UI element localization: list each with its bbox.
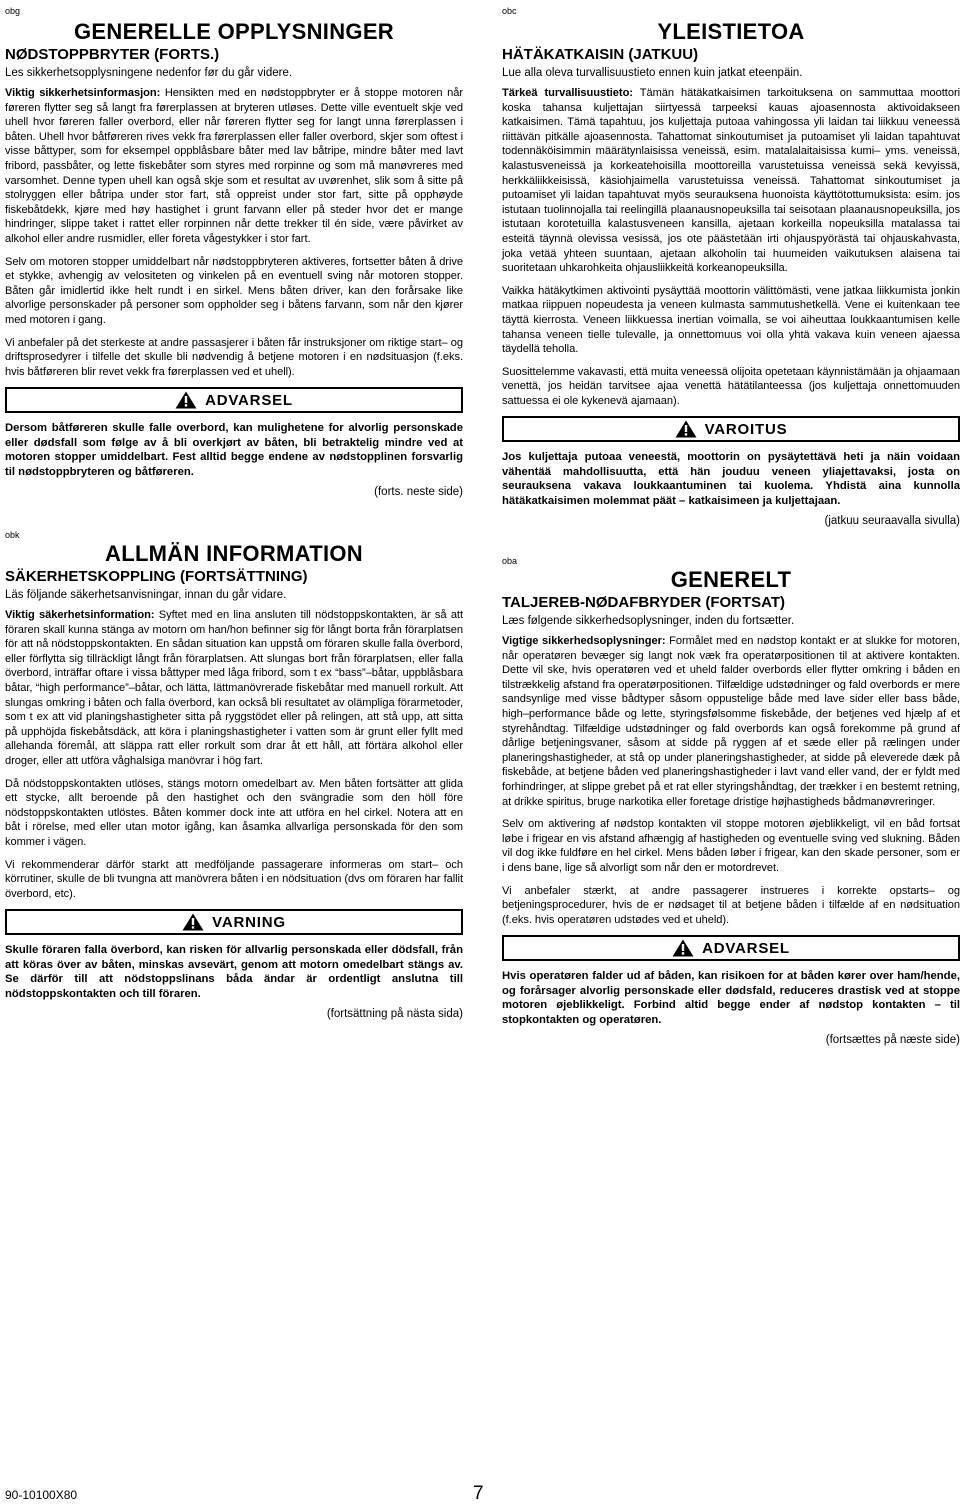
- warning-label: ADVARSEL: [205, 391, 293, 409]
- paragraph: Vaikka hätäkytkimen aktivointi pysäyttää moottorin välittömästi, vene jatkaa liikkumista jonkin matkaa riippuen nopeudesta ja veneen kulmasta sammutushetkellä. Vene ei kuitenkaan tee täyttä kierrosta. Veneen liikkuessa inertian voimalla, se voi aiheuttaa loukkaantumisen kelle tahansa veneen tielle tulevalle, ja onnettomuus voi olla yhtä vakava kuin veneen ajaessa täydellä teholla.: [502, 284, 960, 356]
- paragraph: Vi rekommenderar därför starkt att medföljande passagerare informeras om start– och körrutiner, skulle de bli tvungna att manövrera båten i en nödsituation (dvs om föraren har fallit överbord, etc).: [5, 858, 463, 900]
- continued-note: (forts. neste side): [374, 485, 463, 498]
- paragraph-lead: Viktig sikkerhetsinformasjon:: [5, 87, 161, 99]
- continued-note: (fortsättning på nästa sida): [326, 1007, 463, 1020]
- paragraph-lead: Viktig säkerhetsinformation:: [5, 609, 155, 621]
- page-number: 7: [473, 1483, 484, 1504]
- warning-box: [5, 387, 463, 413]
- paragraph-lead: Tärkeä turvallisuustieto:: [502, 87, 633, 99]
- section-intro: Les sikkerhetsopplysningene nedenfor før du går videre.: [5, 67, 293, 79]
- section-subtitle: TALJEREB-NØDAFBRYDER (FORTSAT): [502, 594, 786, 611]
- section-subtitle: HÄTÄKATKAISIN (JATKUU): [502, 46, 699, 63]
- warning-triangle-icon: [175, 391, 197, 409]
- norwegian-section: [5, 6, 463, 499]
- paragraph: [502, 634, 960, 809]
- warning-text: Jos kuljettaja putoaa veneestä, moottorin on pysäytettävä heti ja näin voidaan vähentää mahdollisuutta, että hän jouduu veneen yliajettavaksi, josta on seurauksena vakava loukkaantuminen tai kuolema. Yhdistä aina kunnolla hätäkatkaisimen molemmat päät – katkaisimeen ja kuljettajaan.: [502, 451, 960, 507]
- warning-text: Hvis operatøren falder ud af båden, kan risikoen for at båden kører over ham/hende, og forårsager alvorlig personskade eller dødsfald, reduceres drastisk ved at stoppe motoren øjeblikkeligt. Forbind altid begge ender af nødstop kontakten – til stopkontakten og operatøren.: [502, 970, 960, 1026]
- warning-triangle-icon: [675, 420, 697, 438]
- warning-triangle-icon: [182, 913, 204, 931]
- warning-triangle-icon: [672, 939, 694, 957]
- continued-note: (jatkuu seuraavalla sivulla): [824, 515, 960, 528]
- warning-label: ADVARSEL: [702, 939, 790, 957]
- section-title: ALLMÄN INFORMATION: [105, 541, 363, 566]
- paragraph-body: Formålet med en nødstop kontakt er at slukke for motoren, når operatøren bevæger sig langt nok væk fra operatørpositionen til at aktivere kontakten. Dette vil ske, hvis operatøren ved et uheld falder overbords eller flytter omkring i båden en tilstrækkelig afstand fra operatørpositionen. Tilfældige udstødninger og fald overbords er mere sandsynlige med visse bådtyper såsom oppustelige både med lave sider eller bass både, high–performance både og lette, styringsfølsomme fiskebåde, der betjenes ved hjælp af et styrehåndtag. Tilfældige udstødninger og fald overbords kan også forekomme på grund af dårlige betjeningsvaner, såsom at sidde på ryggen af et sæde eller på rælingen under planeringshastigheder, at stå op under planeringshastigheder, at sidde på eleverede dæk på fiskebåde, at betjene båden ved planeringshastigheder i lavt vand eller vand, der er fyldt med forhindringer, at slippe grebet på et rat eller styringshåndtag, der trækker i en bestemt retning, at drikke spiritus, bruge narkotika eller foretage dristige højhastigheds bådmanøvreringer.: [502, 635, 960, 808]
- paragraph: Vi anbefaler på det sterkeste at andre passasjerer i båten får instruksjoner om riktige start– og driftsprosedyrer i tilfelle det skulle bli nødvendig å betjene motoren i en nødsituasjon (f.eks. hvis båtføreren blir revet vekk fra førerplassen ved et uhell).: [5, 336, 463, 378]
- paragraph-lead: Vigtige sikkerhedsoplysninger:: [502, 635, 666, 647]
- document-number: 90-10100X80: [5, 1488, 78, 1502]
- paragraph: Då nödstoppskontakten utlöses, stängs motorn omedelbart av. Men båten fortsätter att glida ett stycke, allt beroende på den hastighet och den svängradie som den höll före nödstoppskontakten utlöstes. Båten kommer dock inte att utföra en hel cirkel. Notera att en båt i rörelse, med eller utan motor igång, kan åsamka allvarliga personskada för den som kommer i vägen.: [5, 777, 463, 848]
- section-intro: Lue alla oleva turvallisuustieto ennen kuin jatkat eteenpäin.: [502, 67, 803, 79]
- section-subtitle: NØDSTOPPBRYTER (FORTS.): [5, 46, 220, 63]
- section-code: obc: [502, 6, 517, 16]
- paragraph: Selv om aktivering af nødstop kontakten vil stoppe motoren øjeblikkeligt, vil en båd fortsat løbe i frigear en vis afstand afhængig af hastigheden og eventuelle sving ved slukning. Båden vil dog ikke fuldføre en hel cirkel. Mens båden løber i frigear, kan den skade personer, som er i dens bane, lige så alvorligt som når den er motordrevet.: [502, 818, 960, 874]
- paragraph: [5, 86, 463, 247]
- warning-label: VARNING: [212, 913, 286, 931]
- warning-box: [502, 935, 960, 961]
- paragraph: [502, 86, 960, 276]
- warning-label: VAROITUS: [704, 420, 788, 438]
- continued-note: (fortsættes på næste side): [825, 1033, 960, 1046]
- section-title: GENERELT: [670, 567, 792, 592]
- section-intro: Läs följande säkerhetsanvisningar, innan du går vidare.: [5, 589, 287, 601]
- section-intro: Læs følgende sikkerhedsoplysninger, inden du fortsætter.: [502, 615, 795, 627]
- section-code: obk: [5, 530, 20, 540]
- paragraph: Suosittelemme vakavasti, että muita veneessä olijoita opetetaan käynnistämään ja ohjaamaan venettä, jos heidän tarvitsee ajaa venettä hätätilanteessa (jos kuljettaja onnettomuuden sattuessa ei ole kykenevä ajamaan).: [502, 365, 960, 407]
- section-title: GENERELLE OPPLYSNINGER: [74, 19, 394, 44]
- paragraph: [5, 608, 463, 769]
- warning-box: [5, 909, 463, 935]
- paragraph-body: Tämän hätäkatkaisimen tarkoituksena on sammuttaa moottori koska tahansa kuljettajan siirtyessä tarpeeksi kauas ajoasennosta aktivoidakseen katkaisimen. Tämä tapahtuu, jos kuljettaja putoaa vahingossa yli laidan tai liikkuu veneessä riittävän pitkälle ajoasennosta. Tahattomat sinkoutumiset ja putoamiset yli laidan tapahtuvat todennäköisimmin määrätynlaisissa veneissä, esim. matalalaitaisissa kumi– yms. veneissä, kalastusveneissä ja korkeatehoisilla moottoreilla varustetuissa veneissä sekä kevyissä, herkkäliikkeisissä, käsiohjaimella varustetuissa veneissä. Tahattomat sinkoutumiset ja putoamiset yli laidan tapahtuvat myös seurauksena huonoista käyttötottumuksista: esim. jos istutaan tuolinnojalla tai reelingillä plaanausnopeuksilla tai seisotaan plaanausnopeuksilla, jos istutaan korotetuilla kalastusveneen kansilla, ajetaan korkeilla nopeuksilla matalassa tai esteitä täynnä olevissa vesissä, jos ote päästetään irti ohjauspyörästä tai ohjauskahvasta, joka vetää yhteen suuntaan, ajetaan alkoholin tai huumeiden vaikutuksen alaisena tai suoritetaan uhkarohkeita ohjausliikkeitä korkeanopeuksilla.: [502, 87, 960, 275]
- paragraph-body: Hensikten med en nødstoppbryter er å stoppe motoren når føreren flytter seg så langt fra førerplassen at bryteren utløses. Dette ville eventuelt skje ved uhell hvor føreren faller overbord, eller når føreren flytter seg for langt unna førerplassen i båten. Uhell hvor båtføreren rives vekk fra førerplassen eller faller overbord, skjer som oftest i visse båttyper, som for eksempel oppblåsbare båter med lav båtripe, mindre båter med lavt fribord, passbåter, og lette fiskebåter som styres med rorpinne og som må manøvreres med varsomhet. Denne typen uhell kan også skje som et resultat av uvørenhet, slik som å sitte på stolryggen eller båtripa under stor fart, stå oppreist under stor fart, sitte på opphøyde fiskebåtdekk, kjøre med høy hastighet i grunt farvann eller på steder hvor det er mange hindringer, slippe taket i rattet eller rorpinnen når dette trekker til én side, være påvirket av alkohol eller andre rusmidler, eller foreta vågestykker i stor fart.: [5, 87, 463, 245]
- paragraph: Selv om motoren stopper umiddelbart når nødstoppbryteren aktiveres, fortsetter båten å drive et stykke, avhengig av velositeten og vinkelen på en eventuell sving når motoren stopper. Båten går imidlertid ikke helt rundt i en sirkel. Mens båten driver, kan den forårsake like alvorlige personskader på personer som oppholder seg i båtens farvann, som når den kjører med motoren i gang.: [5, 255, 463, 326]
- paragraph-body: Syftet med en lina ansluten till nödstoppskontakten, är så att föraren skall kunna stänga av motorn om han/hon befinner sig för långt borta från förarplatsen för att nå nödstoppskontakten. En sådan situation kan uppstå om föraren skulle falla överbord, eller förflytta sig tillräckligt långt från förarplatsen. Att slungas bort från förarplatsen, eller falla överbord, inträffar oftare i vissa båttyper med låga fribord, som t ex “bass”–båtar, uppblåsbara båtar, “high performance”–båtar, och lätta, lättmanövrerade fiskebåtar med manuell rorkult. Att slungas omkring i båten och falla överbord, kan också bli resultatet av olämpliga förarmetoder, som t ex att vid planingshastigheter sitta på ryggstödet eller på relingen, att stå upp, att sitta på upphöjda fiskebåtsdäck, att köra i planingshastigheter i vatten som är grunt eller fyllt med allehanda föremål, att släppa ratt eller rorkult som drar åt ett håll, att förtära alkohol eller droger, eller att utföra våghalsiga manövrar i hög fart.: [5, 609, 463, 767]
- paragraph: Vi anbefaler stærkt, at andre passagerer instrueres i korrekte opstarts– og betjeningsprocedurer, hvis de er nødsaget til at betjene båden i tilfælde af en nødsituation (f.eks. hvis operatøren udstødes ved et uheld).: [502, 884, 960, 926]
- swedish-section: [5, 530, 463, 1021]
- section-code: oba: [502, 556, 518, 566]
- finnish-section: [502, 6, 960, 528]
- warning-text: Dersom båtføreren skulle falle overbord, kan mulighetene for alvorlig personskade eller dødsfall som følge av å bli overkjørt av båten, bli betraktelig mindre ved at motoren stopper umiddelbart. Fest alltid begge endene av nødstopplinen forsvarlig til nødstoppbryteren og båtføreren.: [5, 422, 463, 478]
- section-subtitle: SÄKERHETSKOPPLING (FORTSÄTTNING): [5, 568, 308, 585]
- warning-box: [502, 416, 960, 442]
- danish-section: [502, 556, 960, 1047]
- warning-text: Skulle föraren falla överbord, kan risken för allvarlig personskada eller dödsfall, från att köras över av båten, minskas avsevärt, genom att motorn omedelbart stängs av. Se därför till att nödstoppslinans båda ändar är ordentligt anslutna till nödstoppskontakten och till föraren.: [5, 944, 463, 1000]
- section-title: YLEISTIETOA: [657, 19, 805, 44]
- section-code: obg: [5, 6, 21, 16]
